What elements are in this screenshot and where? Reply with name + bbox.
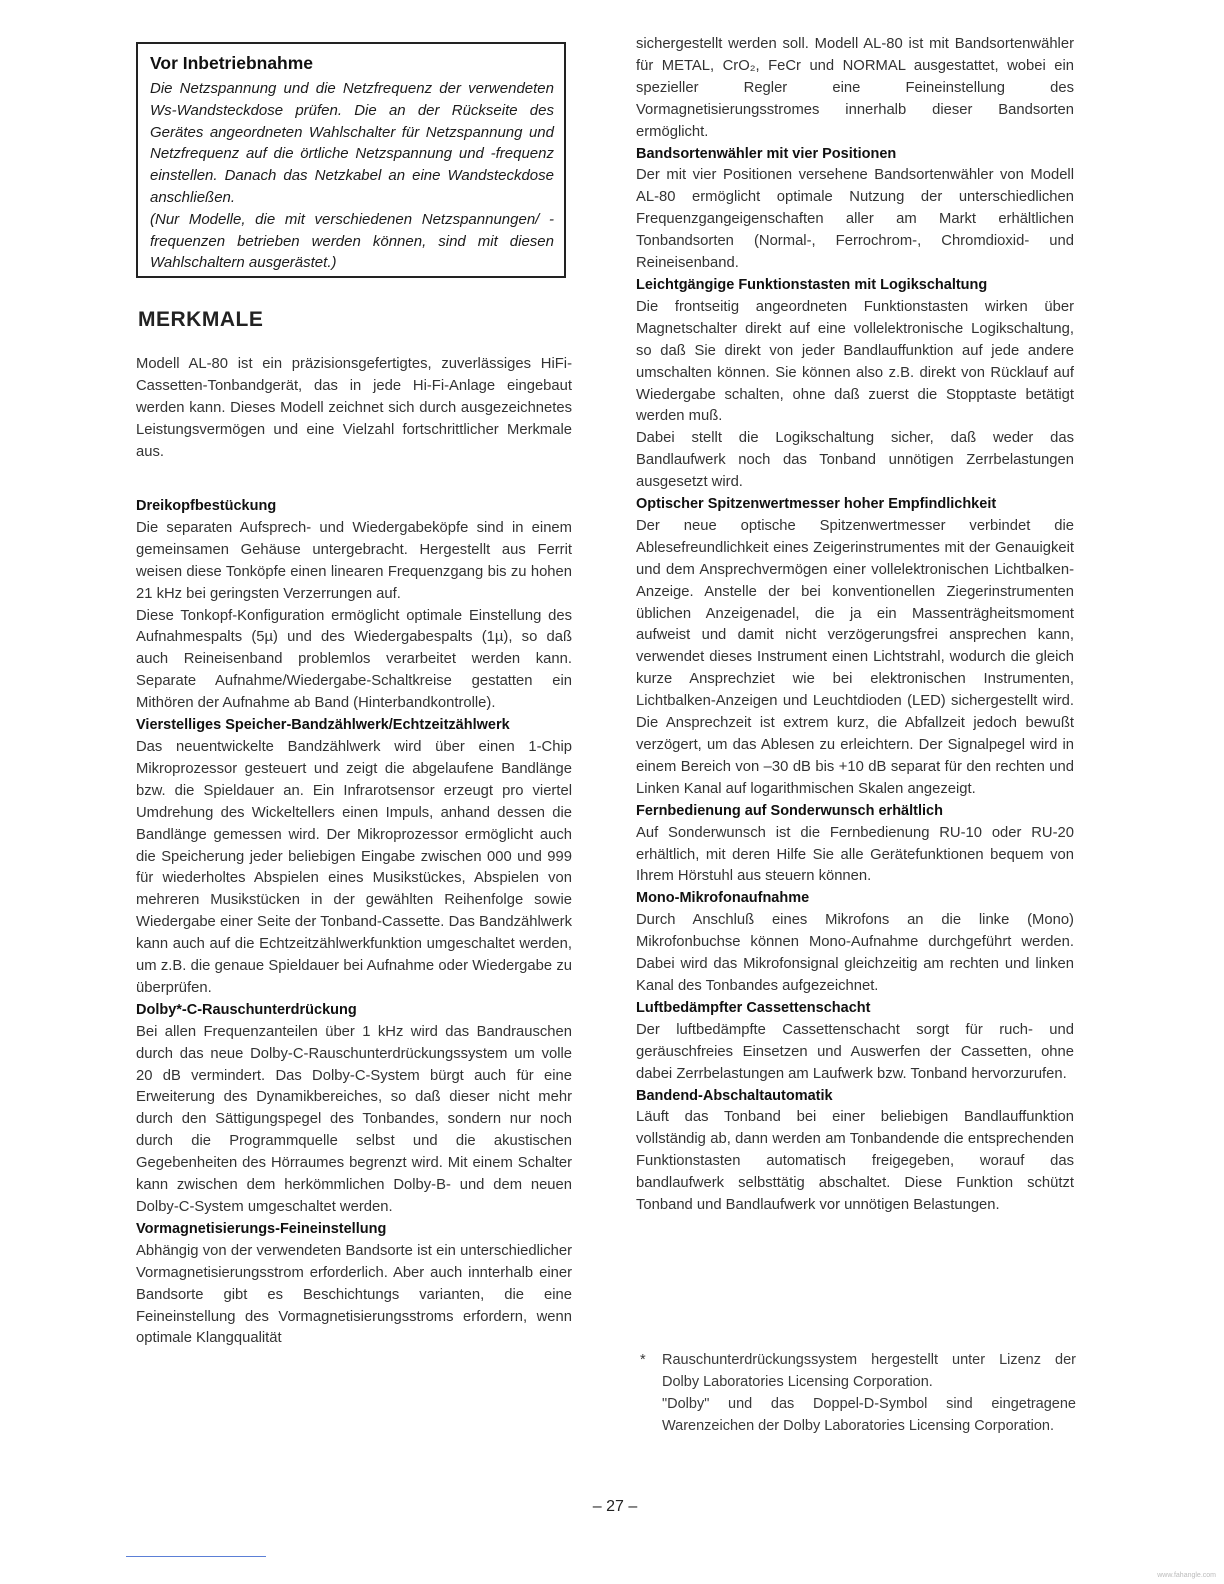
- notice-note: (Nur Modelle, die mit verschiedenen Netzspannungen/ -frequenzen betrieben werden können, sind mit diesen Wahlschaltern ausgerästet.): [150, 210, 554, 272]
- heading-abschaltautomatik: Bandend-Abschaltautomatik: [636, 1087, 833, 1104]
- heading-fernbedienung: Fernbedienung auf Sonderwunsch erhältlich: [636, 802, 943, 819]
- heading-cassettenschacht: Luftbedämpfter Cassettenschacht: [636, 999, 871, 1016]
- section-title: MERKMALE: [138, 308, 264, 331]
- heading-dolby: Dolby*-C-Rauschunterdrückung: [136, 1001, 357, 1018]
- paragraph-spitzenwertmesser: Der neue optische Spitzenwertmesser verbindet die Ablesefreundlichkeit eines Zeigerinstrumentes mit der Genauigkeit und dem Ansprechvermögen einer vollelektronischen Lichtbalken-Anzeige. Anstelle der bei konventionellen Ziegerinstrumenten üblichen Anzeigenadel, die ja ein Massenträgheitsmoment aufweist und damit nicht verzögerungsfrei ansprechen kann, verwendet dieses Instrument einen Lichtstrahl, wodurch die gleich kurze Ansprechziet wie bei elektronischen Instrumenten, Lichtbalken-Anzeigen und Leuchtdioden (LED) sichergestellt wird. Die Ansprechzeit ist extrem kurz, die Abfallzeit jedoch bewußt verzögert, um das Ablesen zu erleichtern. Der Signalpegel wird in einem Bereich von –30 dB bis +10 dB separat für den rechten und Linken Kanal auf logarithmischen Skalen angezeigt.: [636, 517, 1074, 797]
- heading-logikschaltung: Leichtgängige Funktionstasten mit Logikschaltung: [636, 276, 988, 293]
- paragraph-fernbedienung: Auf Sonderwunsch ist die Fernbedienung RU-10 oder RU-20 erhältlich, mit deren Hilfe Sie alle Gerätefunktionen bequem von Ihrem Hörstuhl aus steuern können.: [636, 824, 1074, 885]
- left-features-block: [136, 496, 572, 1350]
- heading-mono-mikrofon: Mono-Mikrofonaufnahme: [636, 890, 810, 907]
- intro-paragraph: Modell AL-80 ist ein präzisionsgefertigtes, zuverlässiges HiFi-Cassetten-Tonbandgerät, das in jede Hi-Fi-Anlage eingebaut werden kann. Dieses Modell zeichnet sich durch ausgezeichnetes Leistungsvermögen und eine Vielzahl fortschrittlicher Merkmale aus.: [136, 356, 572, 460]
- notice-title: Vor Inbetriebnahme: [150, 53, 314, 73]
- heading-zaehlwerk: Vierstelliges Speicher-Bandzählwerk/Echtzeitzählwerk: [136, 717, 510, 734]
- watermark: www.fahangle.com: [1157, 1572, 1216, 1579]
- footnote: [636, 1350, 1076, 1438]
- paragraph-dreikopf-1: Die separaten Aufsprech- und Wiedergabeköpfe sind in einem gemeinsamen Gehäuse untergebracht. Hergestellt aus Ferrit weisen diese Tonköpfe einen linearen Frequenzgang bis zu hohen 21 kHz bei geringsten Verzerrungen auf.: [136, 519, 572, 602]
- page-number: – 27 –: [592, 1498, 638, 1515]
- heading-spitzenwertmesser: Optischer Spitzenwertmesser hoher Empfindlichkeit: [636, 496, 997, 513]
- paragraph-dreikopf-2: Diese Tonkopf-Konfiguration ermöglicht optimale Einstellung des Aufnahmespalts (5µ) und des Wiedergabespalts (1µ), so daß auch Reineisenband problemlos verarbeitet werden kann. Separate Aufnahme/Wiedergabe-Schaltkreise gestatten ein Mithören der Aufnahme ab Band (Hinterbandkontrolle).: [136, 607, 572, 712]
- footnote-line-2: "Dolby" und das Doppel-D-Symbol sind eingetragene Warenzeichen der Dolby Laboratories Licensing Corporation.: [662, 1395, 1076, 1434]
- paragraph-cassettenschacht: Der luftbedämpfte Cassettenschacht sorgt für ruch- und geräuschfreies Einsetzen und Auswerfen der Cassetten, ohne dabei Zerrbelastungen am Laufwerk bzw. Tonband hervorzurufen.: [636, 1021, 1074, 1082]
- footnote-line-1: Rauschunterdrückungssystem hergestellt unter Lizenz der Dolby Laboratories Licensing Corporation.: [662, 1352, 1076, 1390]
- divider-line: [126, 1556, 266, 1557]
- notice-body: [150, 78, 554, 274]
- paragraph-vormagnetisierung: Abhängig von der verwendeten Bandsorte ist ein unterschiedlicher Vormagnetisierungsstrom erforderlich. Aber auch innterhalb einer Bandsorte gibt es Beschichtungs varianten, die eine Feineinstellung des Vormagnetisierungsstroms erfordern, wenn optimale Klangqualität: [136, 1242, 572, 1347]
- notice-box: [136, 42, 566, 278]
- paragraph-abschaltautomatik: Läuft das Tonband bei einer beliebigen Bandlauffunktion vollständig ab, dann werden am Tonbandende die entsprechenden Funktionstasten automatisch freigegeben, worauf das bandlaufwerk selbsttätig abschaltet. Diese Funktion schützt Tonband und Bandlaufwerk vor unnötigen Belastungen.: [636, 1109, 1074, 1214]
- footnote-marker: *: [640, 1352, 646, 1368]
- paragraph-continued: sichergestellt werden soll. Modell AL-80 ist mit Bandsortenwähler für METAL, CrO₂, FeCr und NORMAL ausgestattet, wobei ein spezieller Regler eine Feineinstellung des Vormagnetisierungsstromes innerhalb dieser Bandsorten ermöglicht.: [636, 36, 1074, 140]
- right-features-block: [636, 34, 1074, 1217]
- paragraph-logikschaltung-1: Die frontseitig angeordneten Funktionstasten wirken über Magnetschalter direkt auf eine vollelektronische Logikschaltung, so daß Sie direkt von jeder Bandlauffunktion auf jede andere umschalten können. Sie können also z.B. direkt von Rücklauf auf Wiedergabe schalten, ohne daß zuerst die Stopptaste betätigt werden muß.: [636, 298, 1074, 425]
- heading-dreikopf: Dreikopfbestückung: [136, 498, 277, 514]
- paragraph-bandsortenwaehler: Der mit vier Positionen versehene Bandsortenwähler von Modell AL-80 ermöglicht optimale Nutzung der unterschiedlichen Frequenzgangeigenschaften aller am Markt erhältlichen Tonbandsorten (Normal-, Ferrochrom-, Chromdioxid- und Reineisenband.: [636, 167, 1074, 272]
- paragraph-zaehlwerk: Das neuentwickelte Bandzählwerk wird über einen 1-Chip Mikroprozessor gesteuert und zeigt die abgelaufene Bandlänge bzw. die Spieldauer an. Ein Infrarotsensor erzeugt pro viertel Umdrehung des Wickeltellers einen Impuls, anhand dessen die Bandlänge gemessen wird. Der Mikroprozessor ermöglicht auch die Speicherung jeder beliebigen Eingabe zwischen 000 und 999 für wiederholtes Abspielen eines Musikstückes, Abspielen von mehreren Musikstücken in der gewählten Reihenfolge sowie Wiedergabe einer Seite der Tonband-Cassette. Das Bandzählwerk kann auch auf die Echtzeitzählwerkfunktion umgeschaltet werden, um z.B. die genaue Spieldauer bei Aufnahme oder Wiedergabe zu überprüfen.: [136, 738, 572, 996]
- paragraph-logikschaltung-2: Dabei stellt die Logikschaltung sicher, daß weder das Bandlaufwerk noch das Tonband unnötigen Zerrbelastungen ausgesetzt wird.: [636, 430, 1074, 491]
- heading-vormagnetisierung: Vormagnetisierungs-Feineinstellung: [136, 1220, 387, 1237]
- paragraph-mono-mikrofon: Durch Anschluß eines Mikrofons an die linke (Mono) Mikrofonbuchse können Mono-Aufnahme durchgeführt werden. Dabei wird das Mikrofonsignal gleichzeitig am rechten und linken Kanal des Tonbandes aufgezeichnet.: [636, 912, 1074, 994]
- paragraph-dolby: Bei allen Frequenzanteilen über 1 kHz wird das Bandrauschen durch das neue Dolby-C-Rauschunterdrückungssystem um volle 20 dB vermindert. Das Dolby-C-System bürgt auch für eine Erweiterung des Dynamikbereiches, so daß dieser nicht mehr durch den Sättigungspegel des Tonbandes, sondern nur noch durch die Programmquelle selbst und die akustischen Gegebenheiten des Hörraumes begrenzt wird. Mit einem Schalter kann zwischen dem herkömmlichen Dolby-B- und dem neuen Dolby-C-System umgeschaltet werden.: [136, 1023, 572, 1215]
- heading-bandsortenwaehler: Bandsortenwähler mit vier Positionen: [636, 145, 897, 162]
- notice-text: Die Netzspannung und die Netzfrequenz der verwendeten Ws-Wandsteckdose prüfen. Die an der Rückseite des Gerätes angeordneten Wahlschalter für Netzspannung und Netzfrequenz auf die örtliche Netzspannung und -frequenz einstellen. Danach das Netzkabel an eine Wandsteckdose anschließen.: [150, 80, 554, 206]
- intro-paragraph-block: [136, 354, 572, 464]
- footnote-text: [662, 1350, 1076, 1438]
